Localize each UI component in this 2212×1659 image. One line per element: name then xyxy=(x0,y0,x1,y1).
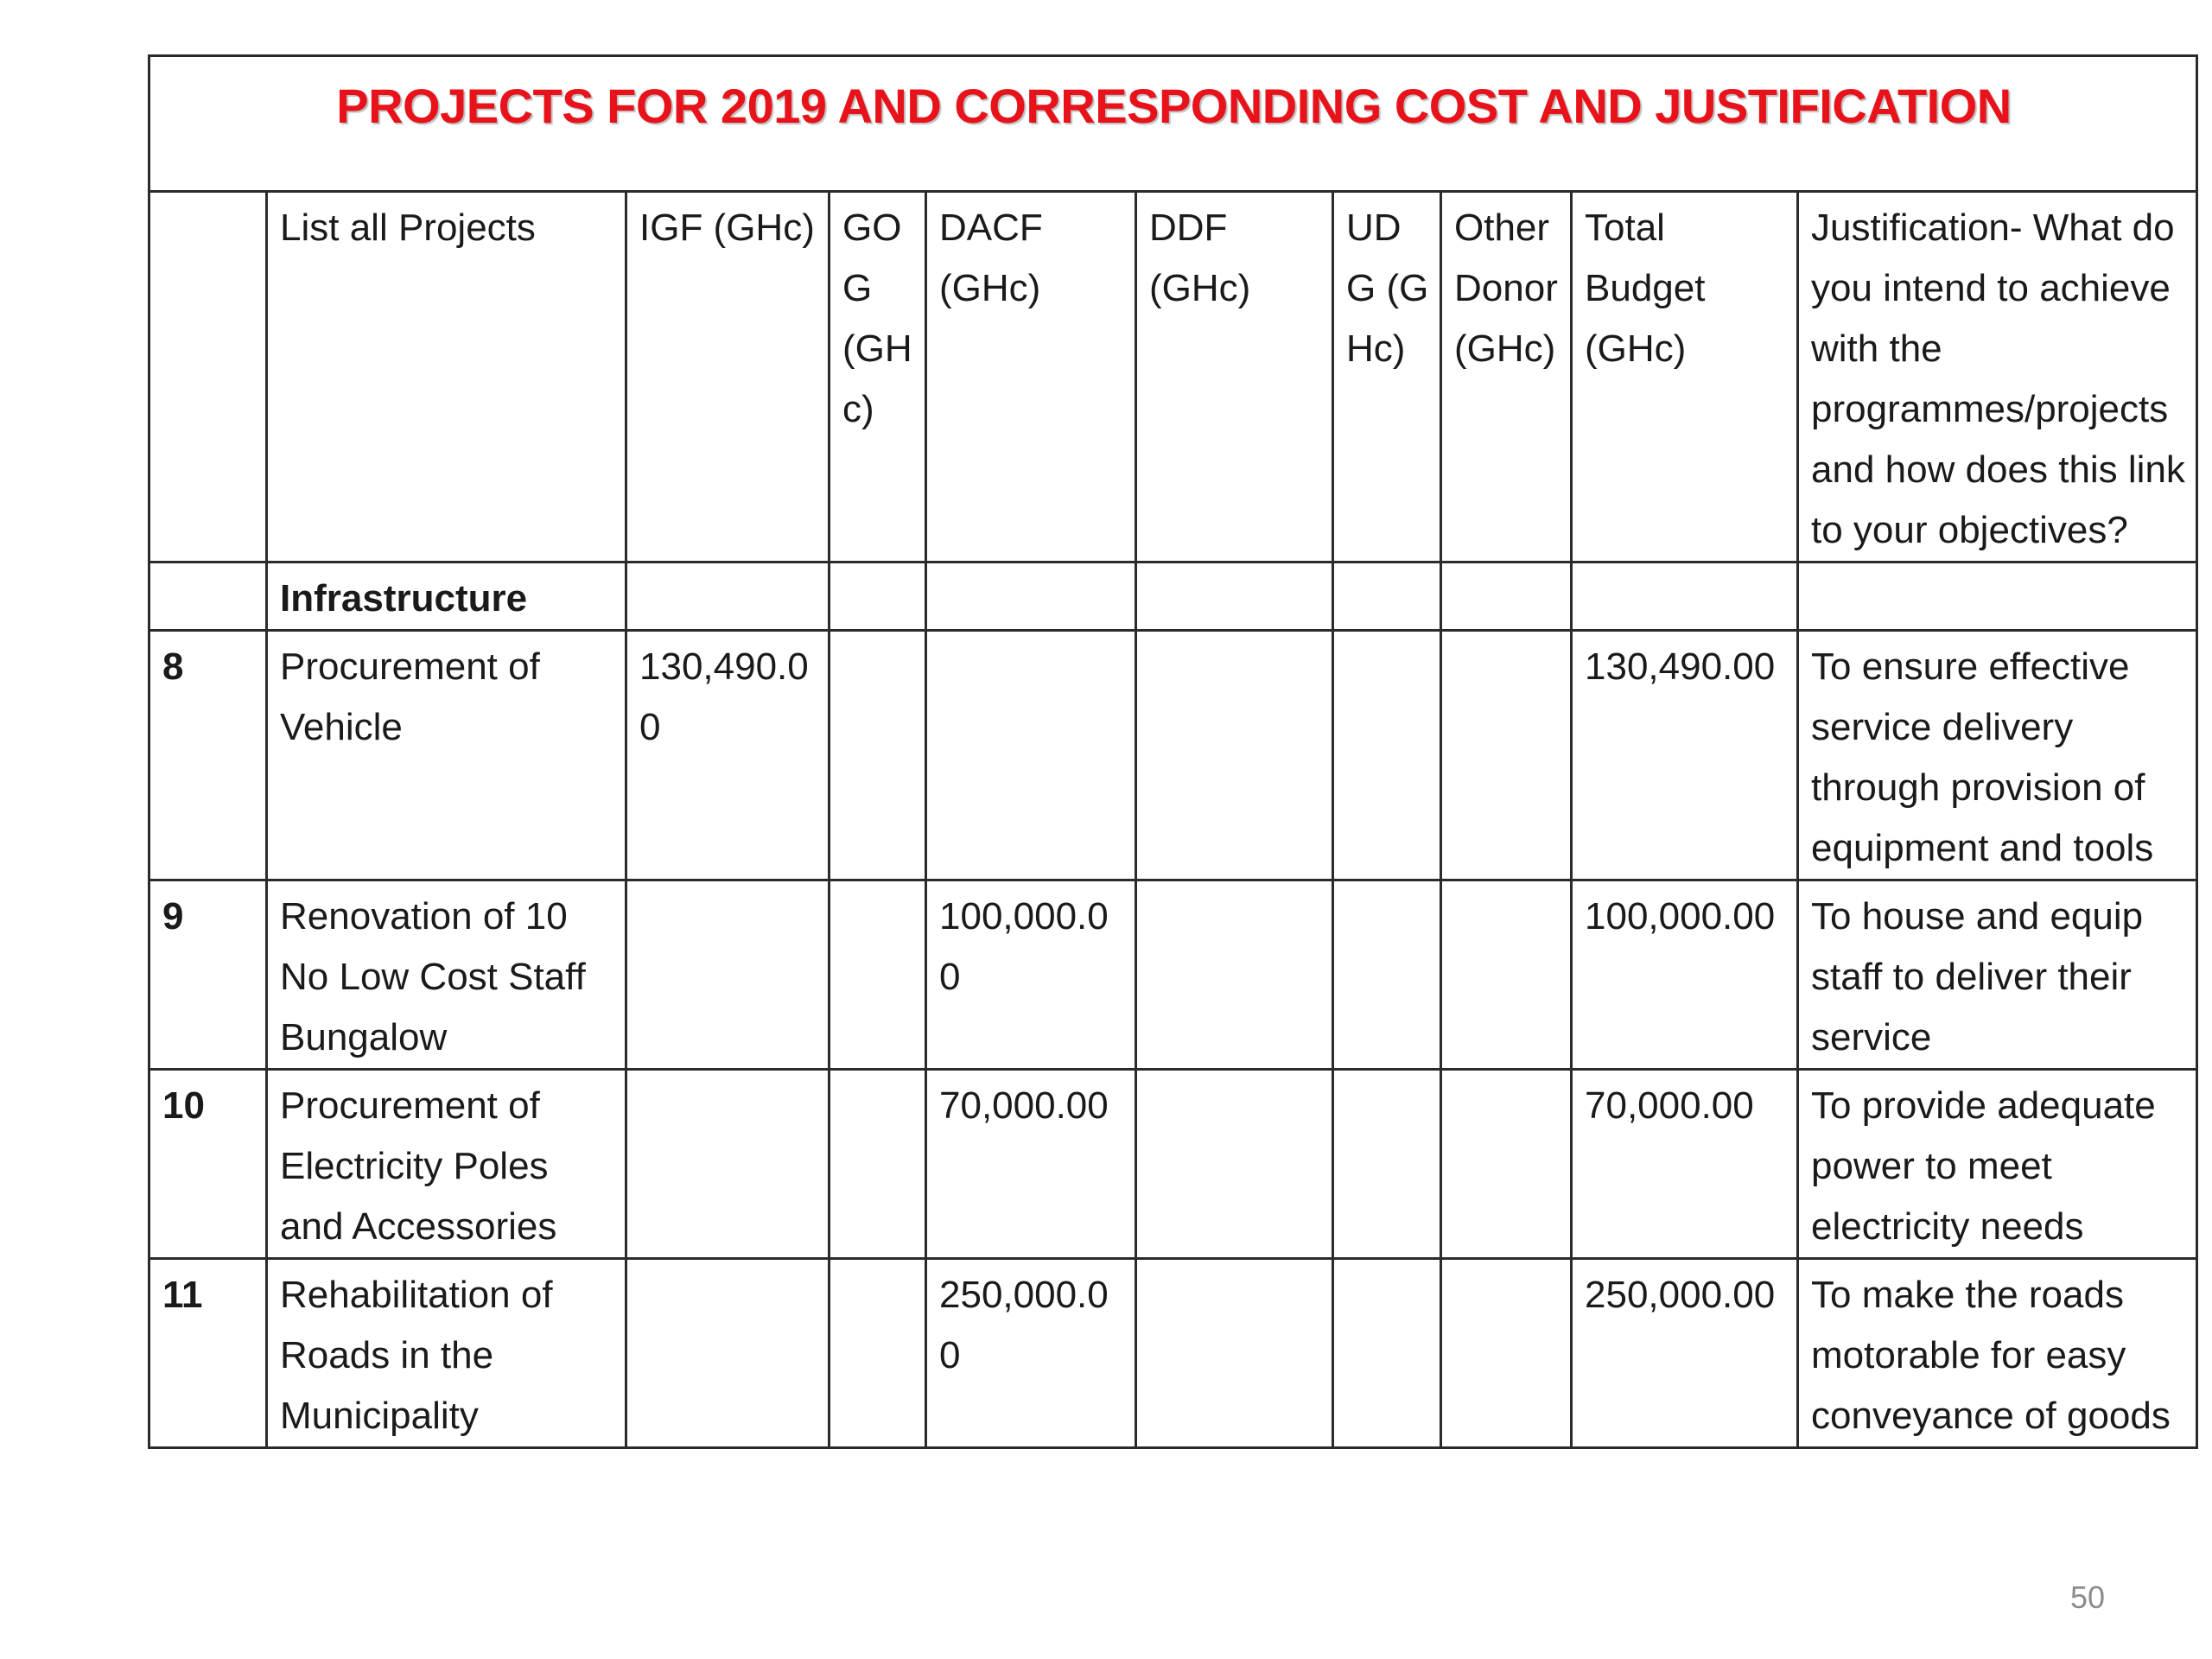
total-value: 70,000.00 xyxy=(1572,1070,1798,1259)
table-row xyxy=(149,880,2197,1070)
justification-text: To house and equip staff to deliver their service xyxy=(1798,880,2197,1070)
projects-table xyxy=(148,54,2198,1449)
header-total-budget: Total Budget (GHc) xyxy=(1572,192,1798,563)
header-row xyxy=(149,192,2197,563)
total-value: 250,000.00 xyxy=(1572,1259,1798,1448)
justification-text: To ensure effective service delivery through provision of equipment and tools xyxy=(1798,631,2197,880)
project-name: Procurement of Vehicle xyxy=(267,631,626,880)
other-donor-value xyxy=(1441,631,1572,880)
header-gog: GOG (GHc) xyxy=(830,192,926,563)
section-empty-cell xyxy=(1136,563,1333,631)
project-name: Rehabilitation of Roads in the Municipality xyxy=(267,1259,626,1448)
gog-value xyxy=(830,1070,926,1259)
header-dacf: DACF (GHc) xyxy=(926,192,1136,563)
igf-value: 130,490.00 xyxy=(626,631,830,880)
gog-value xyxy=(830,880,926,1070)
ddf-value xyxy=(1136,631,1333,880)
justification-text: To make the roads motorable for easy conveyance of goods xyxy=(1798,1259,2197,1448)
igf-value xyxy=(626,1259,830,1448)
row-number: 8 xyxy=(149,631,267,880)
project-name: Procurement of Electricity Poles and Accessories xyxy=(267,1070,626,1259)
ddf-value xyxy=(1136,1259,1333,1448)
other-donor-value xyxy=(1441,1259,1572,1448)
udg-value xyxy=(1333,1070,1441,1259)
justification-text: To provide adequate power to meet electricity needs xyxy=(1798,1070,2197,1259)
header-udg: UDG (GHc) xyxy=(1333,192,1441,563)
udg-value xyxy=(1333,1259,1441,1448)
header-ddf: DDF (GHc) xyxy=(1136,192,1333,563)
section-empty-cell xyxy=(149,563,267,631)
section-row xyxy=(149,563,2197,631)
page-title: PROJECTS FOR 2019 AND CORRESPONDING COST AND JUSTIFICATION xyxy=(336,79,2012,133)
dacf-value: 100,000.00 xyxy=(926,880,1136,1070)
ddf-value xyxy=(1136,880,1333,1070)
row-number: 10 xyxy=(149,1070,267,1259)
dacf-value: 70,000.00 xyxy=(926,1070,1136,1259)
title-cell xyxy=(149,56,2197,192)
section-empty-cell xyxy=(1333,563,1441,631)
header-projects: List all Projects xyxy=(267,192,626,563)
gog-value xyxy=(830,1259,926,1448)
total-value: 130,490.00 xyxy=(1572,631,1798,880)
section-label: Infrastructure xyxy=(267,563,626,631)
igf-value xyxy=(626,1070,830,1259)
other-donor-value xyxy=(1441,880,1572,1070)
section-empty-cell xyxy=(1441,563,1572,631)
other-donor-value xyxy=(1441,1070,1572,1259)
project-name: Renovation of 10 No Low Cost Staff Bungalow xyxy=(267,880,626,1070)
total-value: 100,000.00 xyxy=(1572,880,1798,1070)
section-empty-cell xyxy=(1798,563,2197,631)
section-empty-cell xyxy=(830,563,926,631)
igf-value xyxy=(626,880,830,1070)
table-row xyxy=(149,1070,2197,1259)
section-empty-cell xyxy=(626,563,830,631)
udg-value xyxy=(1333,880,1441,1070)
title-row xyxy=(149,56,2197,192)
page-number: 50 xyxy=(2069,1580,2105,1615)
header-justification: Justification- What do you intend to achieve with the programmes/projects and how does this link to your objectives? xyxy=(1798,192,2197,563)
ddf-value xyxy=(1136,1070,1333,1259)
header-other-donor: Other Donor (GHc) xyxy=(1441,192,1572,563)
row-number: 9 xyxy=(149,880,267,1070)
dacf-value xyxy=(926,631,1136,880)
udg-value xyxy=(1333,631,1441,880)
header-no xyxy=(149,192,267,563)
section-empty-cell xyxy=(926,563,1136,631)
table-row xyxy=(149,1259,2197,1448)
row-number: 11 xyxy=(149,1259,267,1448)
table-row xyxy=(149,631,2197,880)
dacf-value: 250,000.00 xyxy=(926,1259,1136,1448)
section-empty-cell xyxy=(1572,563,1798,631)
header-igf: IGF (GHc) xyxy=(626,192,830,563)
gog-value xyxy=(830,631,926,880)
